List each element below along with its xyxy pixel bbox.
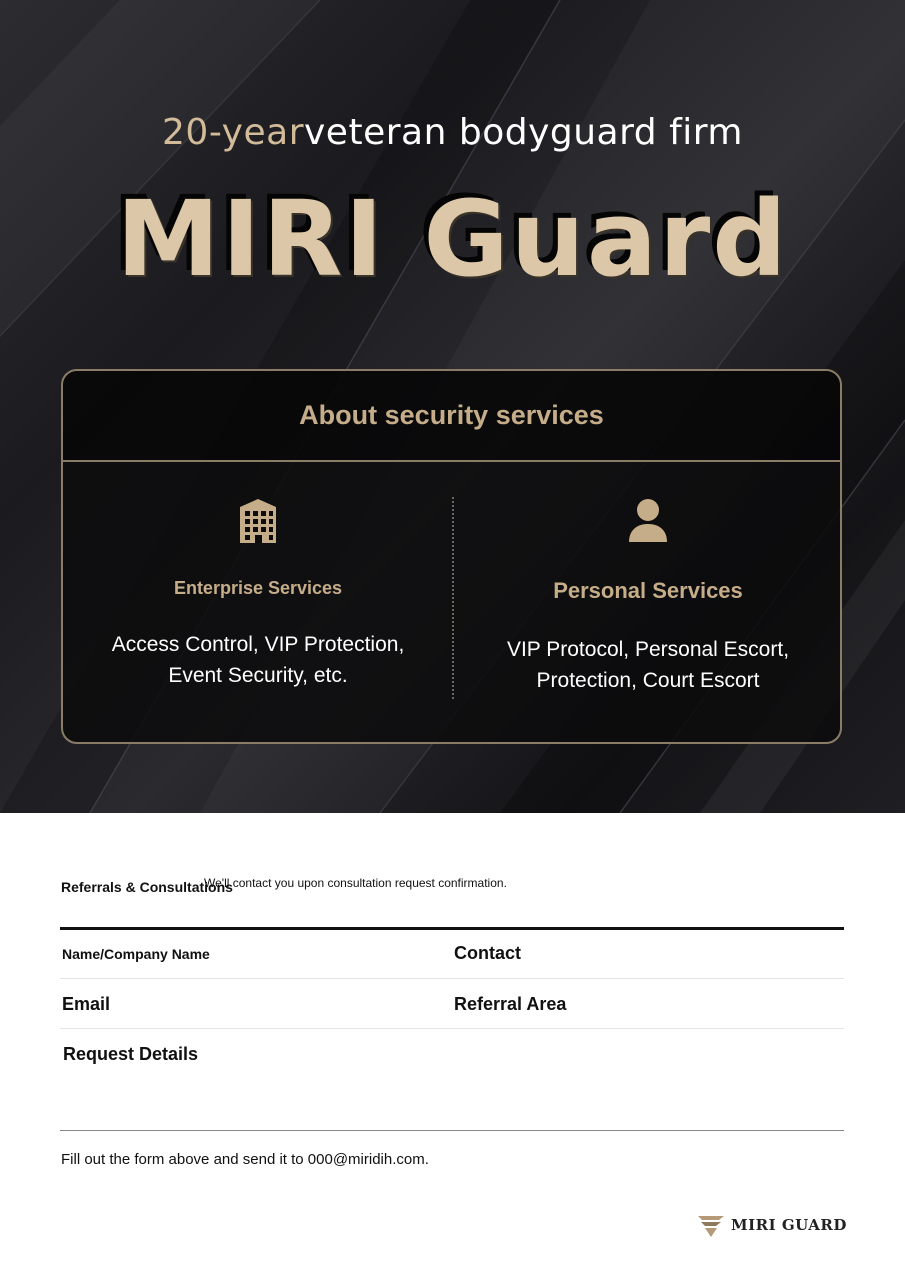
form-title: Referrals & Consultations [61,879,233,895]
enterprise-description-line1: Access Control, VIP Protection, [111,633,405,656]
form-note: We'll contact you upon consultation request confirmation. [204,876,507,890]
personal-description-line2: Protection, Court Escort [536,669,760,692]
brand-title: MIRI Guard [116,178,789,300]
tagline-rest: veteran bodyguard firm [304,112,743,153]
enterprise-description-line2: Event Security, etc. [168,664,348,687]
tagline-highlight: 20-year [162,112,304,153]
services-title: About security services [299,400,604,430]
name-field-label[interactable]: Name/Company Name [62,946,210,962]
personal-service-description [453,634,842,696]
consultation-form [0,813,905,1280]
services-card-header [63,371,840,462]
personal-service-title: Personal Services [553,578,743,603]
form-row-divider [60,1028,844,1029]
enterprise-service-description [63,629,453,691]
form-row-divider [60,978,844,979]
form-top-rule [60,927,844,930]
person-icon [626,497,670,543]
personal-service [453,497,842,696]
enterprise-service-title: Enterprise Services [173,578,343,598]
company-logo [697,1212,847,1238]
request-details-field-label[interactable]: Request Details [63,1044,199,1064]
referral-area-field-label[interactable]: Referral Area [454,994,567,1014]
services-card [61,369,842,744]
building-icon [236,497,280,543]
form-footer-note: Fill out the form above and send it to 000@miridih.com. [61,1151,429,1168]
tagline [0,112,905,153]
wing-icon [697,1212,725,1238]
logo-text: MIRI GUARD [731,1216,847,1234]
email-field-label[interactable]: Email [62,994,111,1014]
personal-description-line1: VIP Protocol, Personal Escort, [506,638,790,661]
contact-field-label[interactable]: Contact [454,943,521,963]
form-bottom-rule [60,1130,844,1131]
enterprise-service [63,497,453,691]
